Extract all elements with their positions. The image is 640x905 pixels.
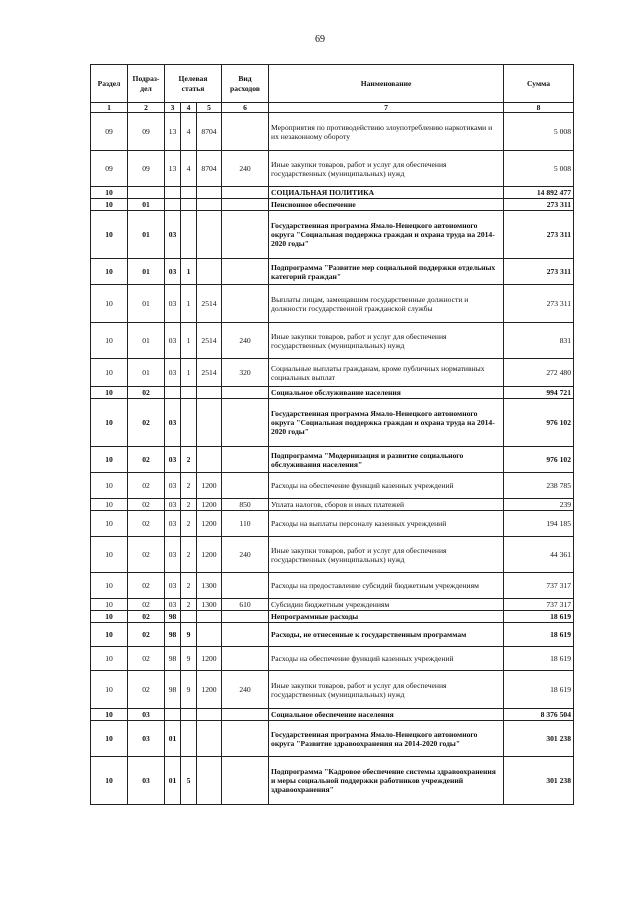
table-row — [91, 511, 574, 537]
cell-naimenovanie: Подпрограмма "Кадровое обеспечение системы здравоохранения и меры социальной поддержки работников учреждений здравоохранения" — [269, 757, 504, 805]
table-row — [91, 537, 574, 573]
cell-program-code: 03 — [165, 499, 181, 511]
cell-subprogram-code: 2 — [181, 511, 197, 537]
cell-subprogram-code: 9 — [181, 623, 197, 647]
header-summa: Сумма — [504, 65, 574, 103]
cell-subprogram-code — [181, 399, 197, 447]
cell-direction-code: 2514 — [197, 285, 222, 323]
cell-podrazdel: 03 — [128, 721, 165, 757]
cell-vid-raskhodov: 240 — [222, 537, 269, 573]
cell-razdel: 10 — [91, 359, 128, 387]
cell-podrazdel: 01 — [128, 199, 165, 211]
cell-program-code: 03 — [165, 599, 181, 611]
header-naimenovanie: Наименование — [269, 65, 504, 103]
header-vid-raskhodov: Вид расходов — [222, 65, 269, 103]
cell-vid-raskhodov — [222, 473, 269, 499]
cell-subprogram-code: 2 — [181, 573, 197, 599]
cell-program-code: 98 — [165, 611, 181, 623]
table-row — [91, 323, 574, 359]
column-number: 4 — [181, 103, 197, 113]
cell-podrazdel: 09 — [128, 113, 165, 151]
cell-naimenovanie: Социальные выплаты гражданам, кроме публичных нормативных социальных выплат — [269, 359, 504, 387]
cell-program-code: 13 — [165, 113, 181, 151]
cell-program-code — [165, 709, 181, 721]
cell-program-code: 13 — [165, 151, 181, 187]
cell-podrazdel: 01 — [128, 285, 165, 323]
cell-direction-code — [197, 259, 222, 285]
cell-razdel: 10 — [91, 399, 128, 447]
table-row — [91, 199, 574, 211]
cell-razdel: 10 — [91, 611, 128, 623]
cell-vid-raskhodov — [222, 199, 269, 211]
table-row — [91, 473, 574, 499]
cell-podrazdel: 03 — [128, 709, 165, 721]
cell-razdel: 10 — [91, 757, 128, 805]
header-podrazdel: Подраз-дел — [128, 65, 165, 103]
cell-program-code: 03 — [165, 323, 181, 359]
budget-table — [90, 64, 574, 805]
table-row — [91, 211, 574, 259]
table-row — [91, 623, 574, 647]
table-row — [91, 671, 574, 709]
cell-subprogram-code: 1 — [181, 285, 197, 323]
cell-program-code: 98 — [165, 647, 181, 671]
column-number: 5 — [197, 103, 222, 113]
cell-summa: 194 185 — [504, 511, 574, 537]
cell-program-code: 98 — [165, 623, 181, 647]
cell-naimenovanie: Расходы на предоставление субсидий бюджетным учреждениям — [269, 573, 504, 599]
cell-razdel: 10 — [91, 573, 128, 599]
cell-summa: 737 317 — [504, 599, 574, 611]
cell-summa: 301 238 — [504, 721, 574, 757]
cell-vid-raskhodov: 240 — [222, 671, 269, 709]
cell-vid-raskhodov — [222, 623, 269, 647]
cell-vid-raskhodov: 240 — [222, 151, 269, 187]
cell-vid-raskhodov — [222, 387, 269, 399]
table-row — [91, 113, 574, 151]
column-number: 1 — [91, 103, 128, 113]
cell-program-code: 03 — [165, 537, 181, 573]
cell-podrazdel: 02 — [128, 473, 165, 499]
cell-program-code: 03 — [165, 399, 181, 447]
cell-subprogram-code — [181, 721, 197, 757]
cell-summa: 5 008 — [504, 113, 574, 151]
cell-razdel: 10 — [91, 599, 128, 611]
column-number: 2 — [128, 103, 165, 113]
cell-subprogram-code: 4 — [181, 113, 197, 151]
cell-program-code: 03 — [165, 359, 181, 387]
cell-naimenovanie: Непрограммные расходы — [269, 611, 504, 623]
cell-direction-code: 2514 — [197, 359, 222, 387]
cell-subprogram-code — [181, 709, 197, 721]
cell-razdel: 09 — [91, 113, 128, 151]
cell-vid-raskhodov — [222, 721, 269, 757]
cell-direction-code: 8704 — [197, 151, 222, 187]
cell-naimenovanie: Мероприятия по противодействию злоупотреблению наркотиками и их незаконному обороту — [269, 113, 504, 151]
cell-naimenovanie: Субсидии бюджетным учреждениям — [269, 599, 504, 611]
cell-subprogram-code: 1 — [181, 359, 197, 387]
cell-podrazdel: 02 — [128, 447, 165, 473]
table-row — [91, 285, 574, 323]
cell-razdel: 10 — [91, 447, 128, 473]
cell-podrazdel: 02 — [128, 623, 165, 647]
cell-direction-code: 1200 — [197, 473, 222, 499]
cell-program-code: 03 — [165, 259, 181, 285]
cell-vid-raskhodov — [222, 399, 269, 447]
cell-podrazdel: 02 — [128, 511, 165, 537]
cell-program-code: 01 — [165, 757, 181, 805]
table-row — [91, 647, 574, 671]
cell-direction-code — [197, 399, 222, 447]
table-row — [91, 447, 574, 473]
cell-naimenovanie: Расходы на выплаты персоналу казенных учреждений — [269, 511, 504, 537]
table-row — [91, 387, 574, 399]
cell-summa: 14 892 477 — [504, 187, 574, 199]
cell-direction-code — [197, 211, 222, 259]
cell-podrazdel: 09 — [128, 151, 165, 187]
cell-podrazdel: 01 — [128, 259, 165, 285]
cell-summa: 18 619 — [504, 671, 574, 709]
cell-vid-raskhodov — [222, 113, 269, 151]
cell-direction-code: 2514 — [197, 323, 222, 359]
cell-direction-code: 1300 — [197, 599, 222, 611]
cell-summa: 976 102 — [504, 399, 574, 447]
cell-subprogram-code: 1 — [181, 323, 197, 359]
cell-podrazdel: 02 — [128, 537, 165, 573]
cell-direction-code — [197, 611, 222, 623]
cell-summa: 18 619 — [504, 647, 574, 671]
cell-podrazdel: 02 — [128, 399, 165, 447]
cell-vid-raskhodov — [222, 709, 269, 721]
cell-vid-raskhodov — [222, 285, 269, 323]
cell-razdel: 10 — [91, 623, 128, 647]
cell-summa: 44 361 — [504, 537, 574, 573]
cell-razdel: 10 — [91, 709, 128, 721]
cell-program-code: 03 — [165, 285, 181, 323]
table-row — [91, 573, 574, 599]
cell-direction-code: 1200 — [197, 537, 222, 573]
header-razdel: Раздел — [91, 65, 128, 103]
cell-program-code: 03 — [165, 447, 181, 473]
cell-summa: 994 721 — [504, 387, 574, 399]
cell-direction-code — [197, 709, 222, 721]
cell-naimenovanie: Социальное обеспечение населения — [269, 709, 504, 721]
table-row — [91, 721, 574, 757]
table-row — [91, 187, 574, 199]
cell-razdel: 10 — [91, 285, 128, 323]
cell-podrazdel — [128, 187, 165, 199]
cell-naimenovanie: Иные закупки товаров, работ и услуг для обеспечения государственных (муниципальных) нужд — [269, 323, 504, 359]
cell-program-code: 03 — [165, 511, 181, 537]
cell-podrazdel: 02 — [128, 499, 165, 511]
cell-summa: 238 785 — [504, 473, 574, 499]
cell-subprogram-code — [181, 387, 197, 399]
cell-subprogram-code: 4 — [181, 151, 197, 187]
cell-naimenovanie: Государственная программа Ямало-Ненецкого автономного округа "Социальная поддержка граждан и охрана труда на 2014-2020 годы" — [269, 399, 504, 447]
cell-subprogram-code: 2 — [181, 499, 197, 511]
column-number: 8 — [504, 103, 574, 113]
cell-direction-code — [197, 387, 222, 399]
cell-summa: 273 311 — [504, 285, 574, 323]
cell-naimenovanie: Уплата налогов, сборов и иных платежей — [269, 499, 504, 511]
cell-subprogram-code: 5 — [181, 757, 197, 805]
cell-naimenovanie: Государственная программа Ямало-Ненецкого автономного округа "Социальная поддержка граждан и охрана труда на 2014-2020 годы" — [269, 211, 504, 259]
header-tselevaya-statya: Целевая статья — [165, 65, 222, 103]
column-number: 6 — [222, 103, 269, 113]
table-row — [91, 499, 574, 511]
column-number-row — [91, 103, 574, 113]
cell-razdel: 10 — [91, 323, 128, 359]
table-row — [91, 151, 574, 187]
cell-vid-raskhodov — [222, 647, 269, 671]
cell-vid-raskhodov — [222, 573, 269, 599]
cell-naimenovanie: Расходы на обеспечение функций казенных учреждений — [269, 647, 504, 671]
cell-direction-code — [197, 187, 222, 199]
cell-program-code: 03 — [165, 473, 181, 499]
cell-vid-raskhodov — [222, 187, 269, 199]
cell-vid-raskhodov: 850 — [222, 499, 269, 511]
cell-subprogram-code — [181, 199, 197, 211]
cell-program-code: 03 — [165, 211, 181, 259]
cell-summa: 18 619 — [504, 623, 574, 647]
cell-razdel: 10 — [91, 511, 128, 537]
cell-podrazdel: 02 — [128, 647, 165, 671]
cell-program-code: 01 — [165, 721, 181, 757]
cell-subprogram-code: 2 — [181, 537, 197, 573]
cell-direction-code — [197, 721, 222, 757]
cell-naimenovanie: Выплаты лицам, замещавшим государственные должности и должности государственной гражданской службы — [269, 285, 504, 323]
cell-program-code — [165, 187, 181, 199]
cell-podrazdel: 02 — [128, 599, 165, 611]
cell-naimenovanie: Иные закупки товаров, работ и услуг для обеспечения государственных (муниципальных) нужд — [269, 537, 504, 573]
cell-program-code — [165, 387, 181, 399]
table-row — [91, 399, 574, 447]
cell-razdel: 10 — [91, 199, 128, 211]
cell-subprogram-code: 2 — [181, 599, 197, 611]
cell-summa: 5 008 — [504, 151, 574, 187]
cell-vid-raskhodov: 610 — [222, 599, 269, 611]
header-row — [91, 65, 574, 103]
table-row — [91, 599, 574, 611]
cell-direction-code: 1200 — [197, 647, 222, 671]
cell-podrazdel: 01 — [128, 323, 165, 359]
cell-summa: 301 238 — [504, 757, 574, 805]
cell-podrazdel: 01 — [128, 211, 165, 259]
cell-summa: 18 619 — [504, 611, 574, 623]
table-row — [91, 709, 574, 721]
cell-naimenovanie: Расходы, не отнесенные к государственным программам — [269, 623, 504, 647]
cell-summa: 273 311 — [504, 259, 574, 285]
cell-vid-raskhodov — [222, 611, 269, 623]
cell-subprogram-code — [181, 611, 197, 623]
column-number: 3 — [165, 103, 181, 113]
cell-vid-raskhodov — [222, 757, 269, 805]
cell-subprogram-code — [181, 187, 197, 199]
cell-razdel: 10 — [91, 499, 128, 511]
cell-vid-raskhodov — [222, 211, 269, 259]
cell-vid-raskhodov: 240 — [222, 323, 269, 359]
page-number: 69 — [315, 34, 325, 45]
cell-razdel: 10 — [91, 473, 128, 499]
table-row — [91, 359, 574, 387]
cell-direction-code: 1200 — [197, 671, 222, 709]
cell-direction-code — [197, 447, 222, 473]
cell-direction-code: 1200 — [197, 511, 222, 537]
table-row — [91, 259, 574, 285]
cell-podrazdel: 02 — [128, 573, 165, 599]
cell-naimenovanie: Иные закупки товаров, работ и услуг для обеспечения государственных (муниципальных) нужд — [269, 671, 504, 709]
cell-razdel: 10 — [91, 647, 128, 671]
table-body — [91, 113, 574, 805]
cell-naimenovanie: Социальное обслуживание населения — [269, 387, 504, 399]
cell-subprogram-code — [181, 211, 197, 259]
cell-vid-raskhodov: 110 — [222, 511, 269, 537]
cell-naimenovanie: Иные закупки товаров, работ и услуг для обеспечения государственных (муниципальных) нужд — [269, 151, 504, 187]
cell-summa: 831 — [504, 323, 574, 359]
cell-vid-raskhodov: 320 — [222, 359, 269, 387]
cell-razdel: 10 — [91, 187, 128, 199]
cell-program-code: 03 — [165, 573, 181, 599]
cell-direction-code: 1200 — [197, 499, 222, 511]
cell-summa: 272 480 — [504, 359, 574, 387]
cell-summa: 8 376 504 — [504, 709, 574, 721]
cell-naimenovanie: Государственная программа Ямало-Ненецкого автономного округа "Развитие здравоохранения на 2014-2020 годы" — [269, 721, 504, 757]
cell-direction-code — [197, 757, 222, 805]
cell-subprogram-code: 2 — [181, 447, 197, 473]
cell-razdel: 10 — [91, 671, 128, 709]
cell-program-code: 98 — [165, 671, 181, 709]
cell-subprogram-code: 9 — [181, 671, 197, 709]
cell-direction-code: 8704 — [197, 113, 222, 151]
cell-razdel: 10 — [91, 537, 128, 573]
cell-subprogram-code: 9 — [181, 647, 197, 671]
cell-vid-raskhodov — [222, 447, 269, 473]
cell-razdel: 10 — [91, 259, 128, 285]
cell-direction-code — [197, 199, 222, 211]
cell-summa: 976 102 — [504, 447, 574, 473]
cell-subprogram-code: 2 — [181, 473, 197, 499]
cell-program-code — [165, 199, 181, 211]
cell-vid-raskhodov — [222, 259, 269, 285]
cell-razdel: 09 — [91, 151, 128, 187]
cell-summa: 273 311 — [504, 211, 574, 259]
cell-naimenovanie: Расходы на обеспечение функций казенных учреждений — [269, 473, 504, 499]
cell-razdel: 10 — [91, 387, 128, 399]
cell-direction-code — [197, 623, 222, 647]
cell-razdel: 10 — [91, 211, 128, 259]
cell-subprogram-code: 1 — [181, 259, 197, 285]
cell-podrazdel: 01 — [128, 359, 165, 387]
cell-podrazdel: 02 — [128, 611, 165, 623]
cell-summa: 737 317 — [504, 573, 574, 599]
table-row — [91, 757, 574, 805]
cell-podrazdel: 02 — [128, 387, 165, 399]
cell-razdel: 10 — [91, 721, 128, 757]
cell-direction-code: 1300 — [197, 573, 222, 599]
cell-naimenovanie: СОЦИАЛЬНАЯ ПОЛИТИКА — [269, 187, 504, 199]
cell-naimenovanie: Подпрограмма "Модернизация и развитие социального обслуживания населения" — [269, 447, 504, 473]
cell-naimenovanie: Пенсионное обеспечение — [269, 199, 504, 211]
cell-summa: 239 — [504, 499, 574, 511]
cell-naimenovanie: Подпрограмма "Развитие мер социальной поддержки отдельных категорий граждан" — [269, 259, 504, 285]
cell-podrazdel: 02 — [128, 671, 165, 709]
column-number: 7 — [269, 103, 504, 113]
table-row — [91, 611, 574, 623]
cell-podrazdel: 03 — [128, 757, 165, 805]
cell-summa: 273 311 — [504, 199, 574, 211]
